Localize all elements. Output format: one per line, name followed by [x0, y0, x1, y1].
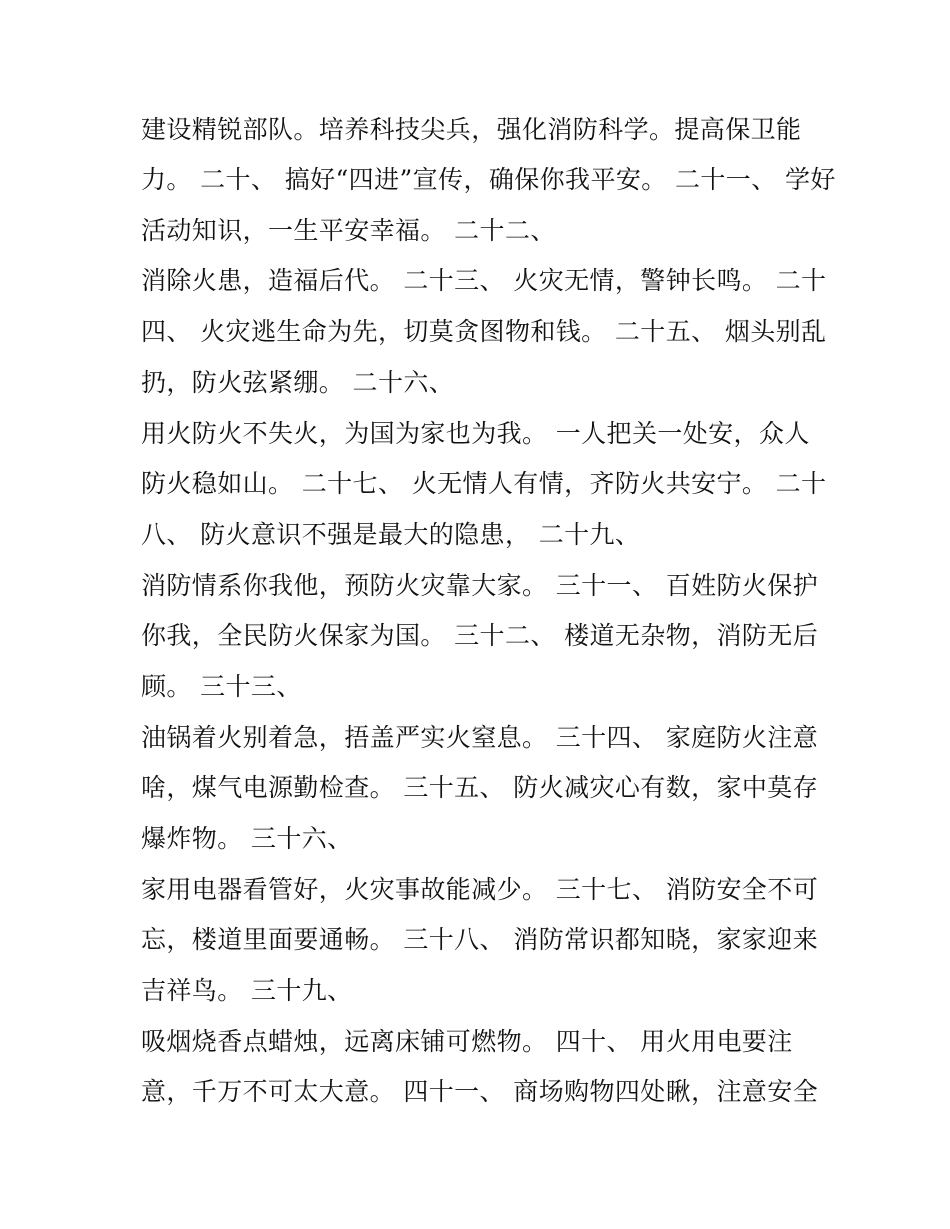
- text-line: 家用电器看管好，火灾事故能减少。 三十七、 消防安全不可: [141, 875, 819, 904]
- text-line: 用火防火不失火，为国为家也为我。 一人把关一处安，众人: [141, 419, 810, 448]
- text-line: 吉祥鸟。 三十九、: [141, 976, 353, 1005]
- text-line: 消除火患，造福后代。 二十三、 火灾无情，警钟长鸣。 二十: [141, 266, 827, 295]
- text-line: 力。 二十、 搞好“四进”宣传，确保你我平安。 二十一、 学好: [141, 165, 836, 194]
- text-line: 防火稳如山。 二十七、 火无情人有情，齐防火共安宁。 二十: [141, 469, 827, 498]
- text-line: 油锅着火别着急，捂盖严实火窒息。 三十四、 家庭防火注意: [141, 723, 819, 752]
- text-line: 吸烟烧香点蜡烛，远离床铺可燃物。 四十、 用火用电要注: [141, 1027, 793, 1056]
- text-line: 意，千万不可太大意。 四十一、 商场购物四处瞅，注意安全: [141, 1077, 819, 1106]
- text-line: 建设精锐部队。培养科技尖兵，强化消防科学。提高保卫能: [141, 115, 802, 144]
- text-line: 顾。 三十三、: [141, 672, 302, 701]
- text-line: 你我，全民防火保家为国。 三十二、 楼道无杂物，消防无后: [141, 621, 819, 650]
- text-line: 消防情系你我他，预防火灾靠大家。 三十一、 百姓防火保护: [141, 571, 819, 600]
- text-line: 啥，煤气电源勤检查。 三十五、 防火减灾心有数，家中莫存: [141, 773, 819, 802]
- text-line: 活动知识，一生平安幸福。 二十二、: [141, 216, 556, 245]
- text-line: 忘，楼道里面要通畅。 三十八、 消防常识都知晓，家家迎来: [141, 925, 819, 954]
- text-line: 扔，防火弦紧绷。 二十六、: [141, 368, 455, 397]
- text-line: 八、 防火意识不强是最大的隐患， 二十九、: [141, 520, 641, 549]
- text-line: 爆炸物。 三十六、: [141, 824, 353, 853]
- text-line: 四、 火灾逃生命为先，切莫贪图物和钱。 二十五、 烟头别乱: [141, 317, 827, 346]
